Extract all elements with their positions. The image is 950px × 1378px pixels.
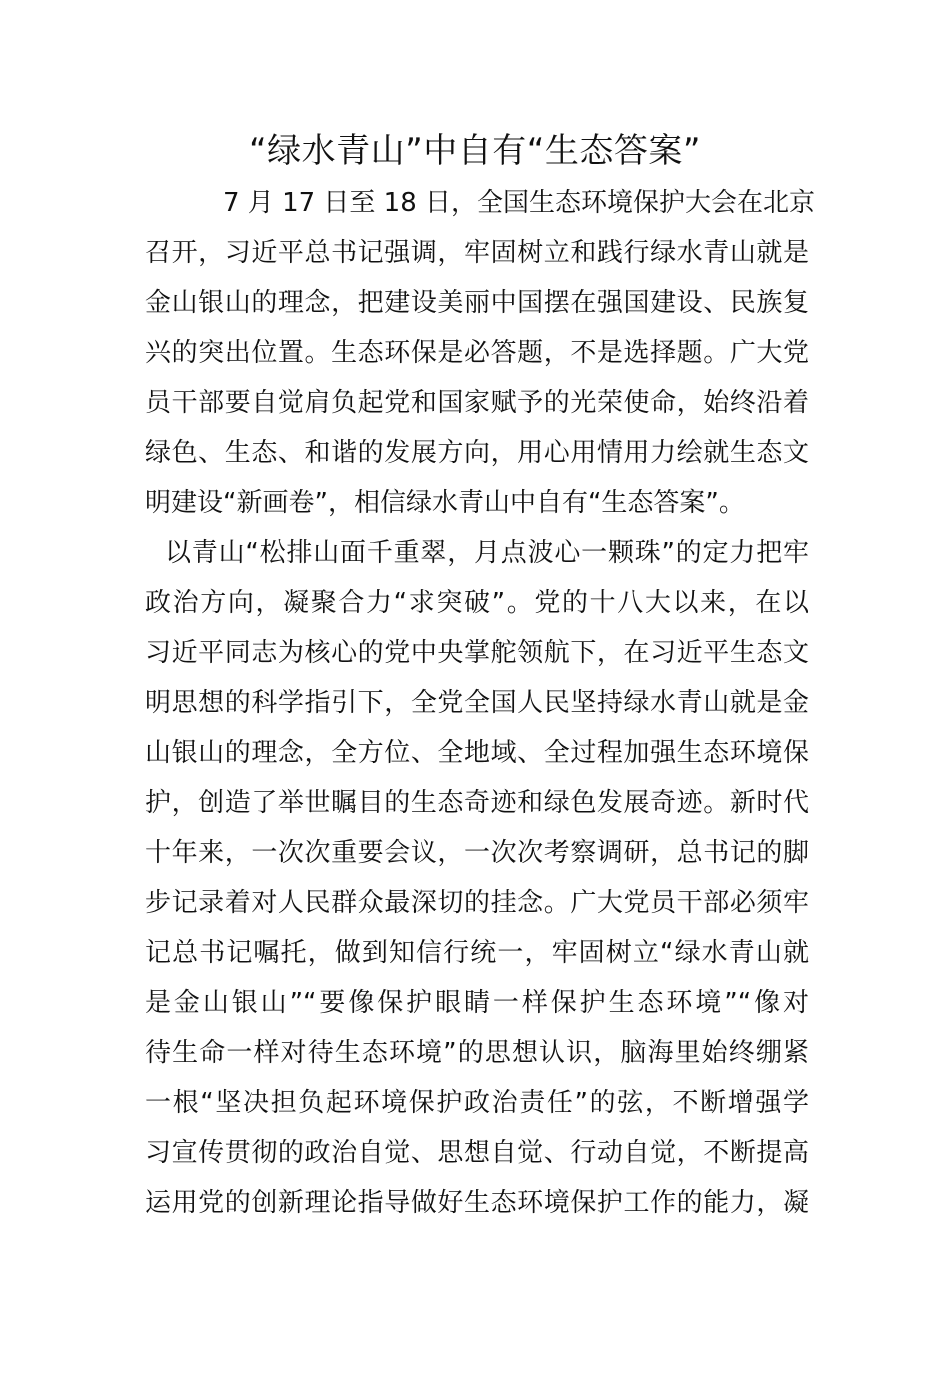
text-line: 习宣传贯彻的政治自觉、思想自觉、行动自觉，不断提高 <box>145 1138 809 1168</box>
text-line: 习近平同志为核心的党中央掌舵领航下，在习近平生态文 <box>145 638 809 668</box>
document-body <box>145 178 816 1378</box>
text-line <box>145 1278 809 1328</box>
text-line: 护，创造了举世瞩目的生态奇迹和绿色发展奇迹。新时代 <box>145 788 809 818</box>
text-line: 7 月 17 日至 18 日，全国生态环境保护大会在北京 <box>223 188 816 218</box>
text-line: 兴的突出位置。生态环保是必答题，不是选择题。广大党 <box>145 338 809 368</box>
text-line: 山银山的理念，全方位、全地域、全过程加强生态环境保 <box>145 738 809 768</box>
document-title: “绿水青山”中自有“生态答案” <box>249 131 701 171</box>
text-line: 以青山“松排山面千重翠，月点波心一颗珠”的定力把牢 <box>165 538 809 568</box>
text-line: 记总书记嘱托，做到知信行统一，牢固树立“绿水青山就 <box>145 938 809 968</box>
text-line: 运用党的创新理论指导做好生态环境保护工作的能力，凝 <box>145 1188 809 1218</box>
text-line: 绿色、生态、和谐的发展方向，用心用情用力绘就生态文 <box>145 438 809 468</box>
text-line: 待生命一样对待生态环境”的思想认识，脑海里始终绷紧 <box>145 1038 809 1068</box>
text-line: 明思想的科学指引下，全党全国人民坚持绿水青山就是金 <box>145 688 809 718</box>
text-line: 员干部要自觉肩负起党和国家赋予的光荣使命，始终沿着 <box>145 388 809 418</box>
text-line <box>145 1328 809 1378</box>
text-line: 召开，习近平总书记强调，牢固树立和践行绿水青山就是 <box>145 238 809 268</box>
text-line: 金山银山的理念，把建设美丽中国摆在强国建设、民族复 <box>145 288 809 318</box>
text-line <box>145 1228 809 1278</box>
text-line: 一根“坚决担负起环境保护政治责任”的弦，不断增强学 <box>145 1088 809 1118</box>
text-line: 十年来，一次次重要会议，一次次考察调研，总书记的脚 <box>145 838 809 868</box>
text-line: 是金山银山”“要像保护眼睛一样保护生态环境”“像对 <box>145 988 809 1018</box>
text-line: 明建设“新画卷”，相信绿水青山中自有“生态答案”。 <box>145 488 745 518</box>
paragraph-1 <box>145 178 816 528</box>
text-line: 步记录着对人民群众最深切的挂念。广大党员干部必须牢 <box>145 888 809 918</box>
paragraph-2 <box>145 528 809 1378</box>
text-line: 政治方向，凝聚合力“求突破”。党的十八大以来，在以 <box>145 588 809 618</box>
